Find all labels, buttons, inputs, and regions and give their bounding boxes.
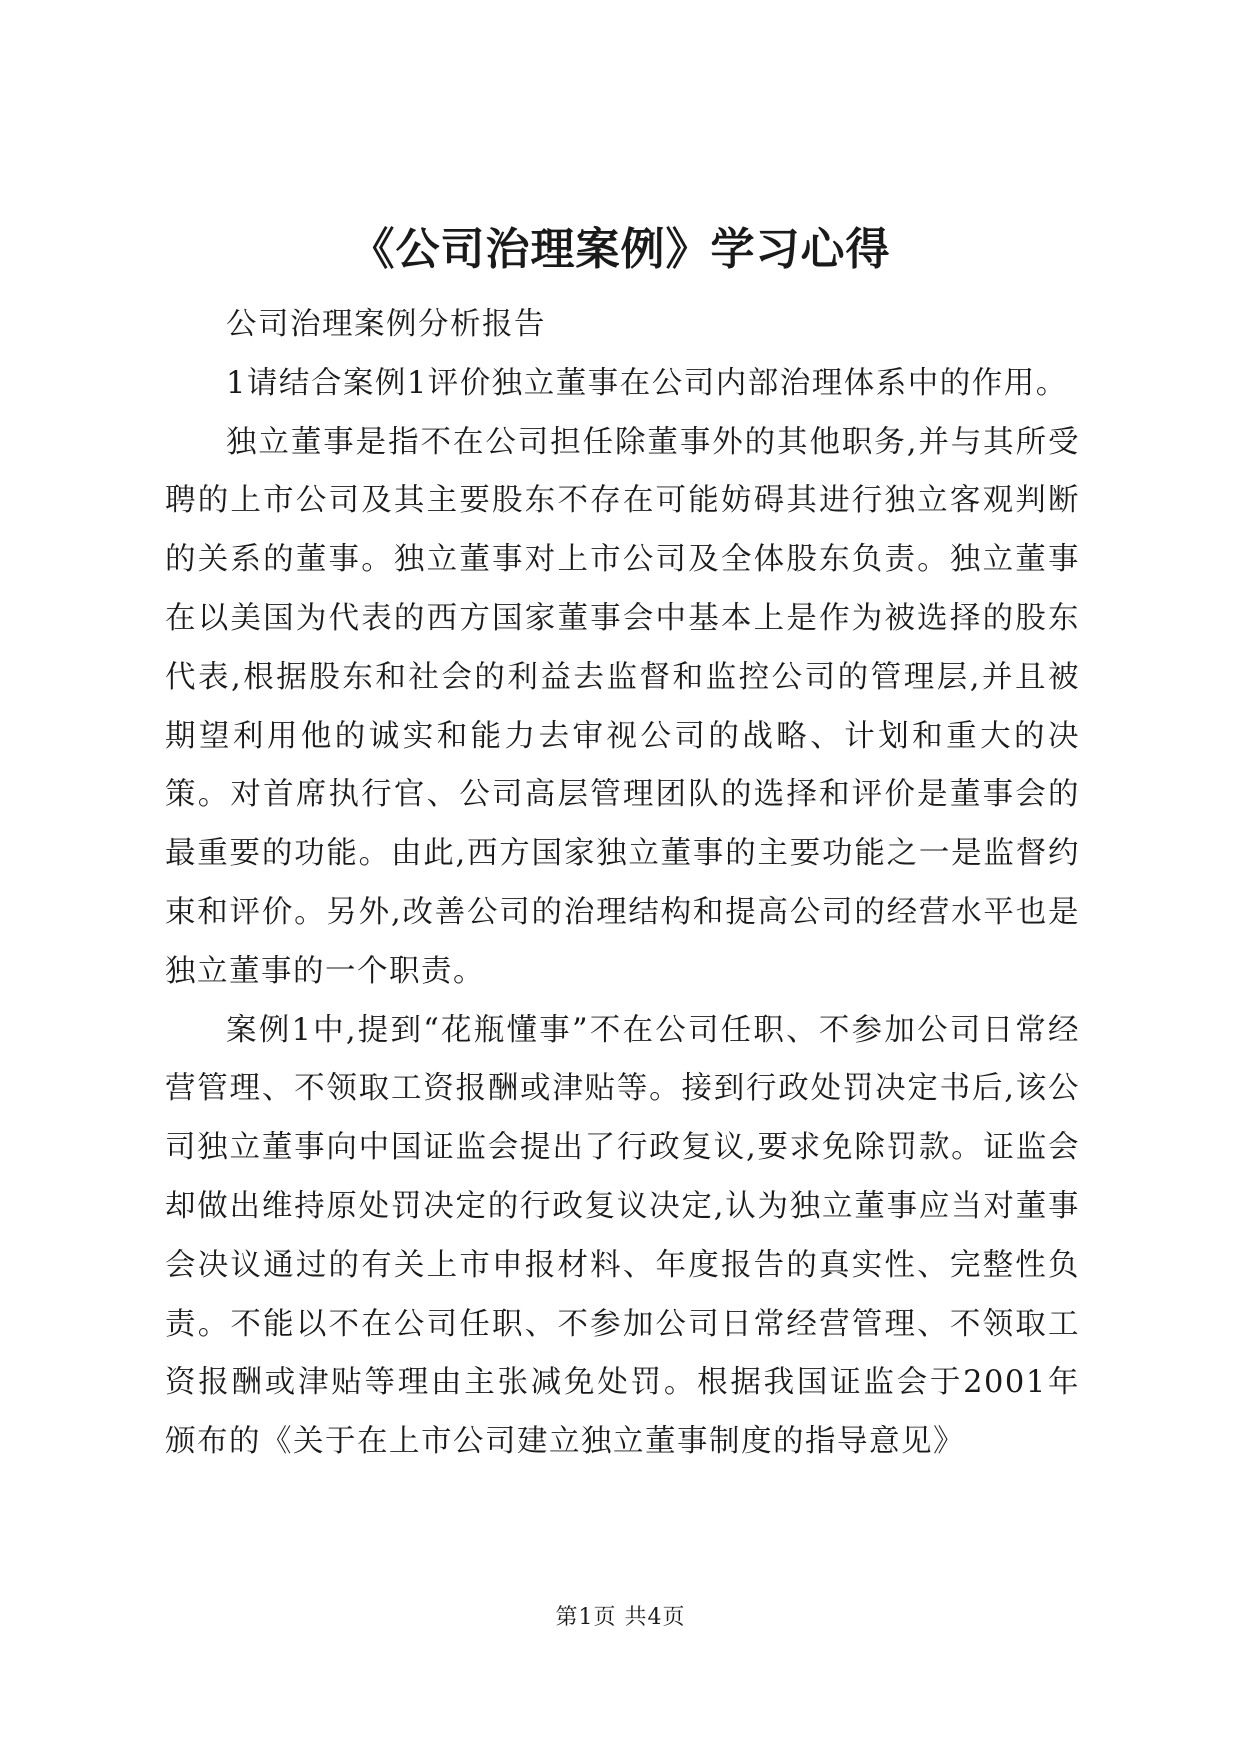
document-body: [165, 296, 1080, 1472]
paragraph-case-analysis: 案例1中,提到“花瓶懂事”不在公司任职、不参加公司日常经营管理、不领取工资报酬或津贴等。接到行政处罚决定书后,该公司独立董事向中国证监会提出了行政复议,要求免除罚款。证监会却做出维持原处罚决定的行政复议决定,认为独立董事应当对董事会决议通过的有关上市申报材料、年度报告的真实性、完整性负责。不能以不在公司任职、不参加公司日常经营管理、不领取工资报酬或津贴等理由主张减免处罚。根据我国证监会于2001年颁布的《关于在上市公司建立独立董事制度的指导意见》: [165, 1012, 1080, 1460]
document-title: 《公司治理案例》学习心得: [350, 224, 891, 275]
paragraph-question: 1请结合案例1评价独立董事在公司内部治理体系中的作用。: [226, 365, 1068, 401]
page-footer: 第1页 共4页: [555, 1605, 686, 1630]
paragraph-report-heading: 公司治理案例分析报告: [226, 307, 546, 342]
paragraph-definition: 独立董事是指不在公司担任除董事外的其他职务,并与其所受聘的上市公司及其主要股东不存在可能妨碍其进行独立客观判断的关系的董事。独立董事对上市公司及全体股东负责。独立董事在以美国为代表的西方国家董事会中基本上是作为被选择的股东代表,根据股东和社会的利益去监督和监控公司的管理层,并且被期望利用他的诚实和能力去审视公司的战略、计划和重大的决策。对首席执行官、公司高层管理团队的选择和评价是董事会的最重要的功能。由此,西方国家独立董事的主要功能之一是监督约束和评价。另外,改善公司的治理结构和提高公司的经营水平也是独立董事的一个职责。: [165, 424, 1080, 989]
